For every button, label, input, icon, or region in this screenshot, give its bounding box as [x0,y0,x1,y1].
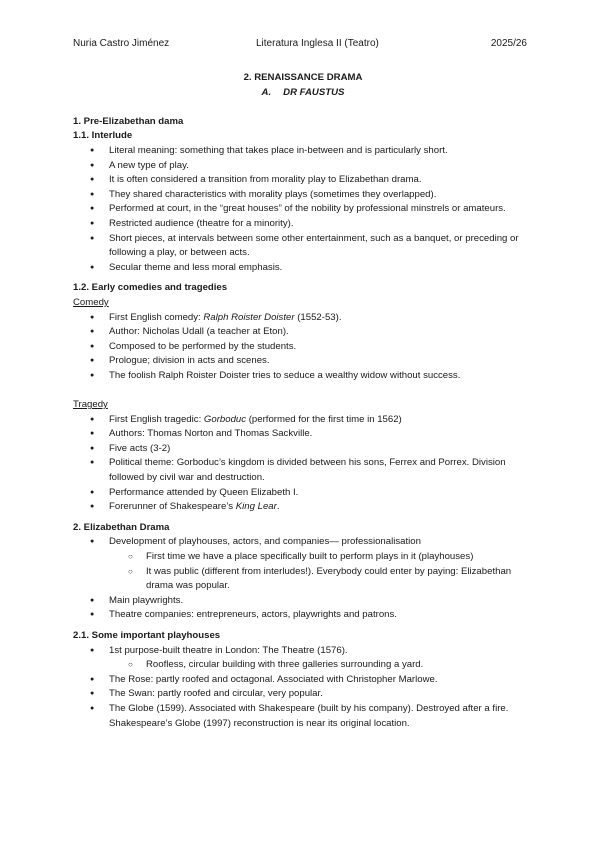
sub-list-item: ○ It was public (different from interludes!). Everybody could enter by paying: Elizabethan drama was popular. [73,565,533,594]
list-item: ● The Rose: partly roofed and octagonal. Associated with Christopher Marlowe. [73,673,533,688]
list-item: ● First English tragedic: Gorboduc (performed for the first time in 1562) [73,413,533,428]
list-item: ● It is often considered a transition from morality play to Elizabethan drama. [73,173,533,188]
list-item: ● They shared characteristics with morality plays (sometimes they overlapped). [73,188,533,203]
document-body [73,71,533,731]
list-item: ● A new type of play. [73,159,533,174]
list-item: ● Main playwrights. [73,594,533,609]
list-item: ● Author: Nicholas Udall (a teacher at Eton). [73,325,533,340]
playhouses-list [73,644,533,732]
section-heading-elizabethan: 2. Elizabethan Drama [73,521,170,533]
list-item: ● Prologue; division in acts and scenes. [73,354,533,369]
elizabethan-list [73,535,533,623]
header-author: Nuria Castro Jiménez [73,38,170,49]
tragedy-label: Tragedy [73,399,108,411]
work-title: King Lear [235,501,277,513]
list-item: ● Restricted audience (theatre for a minority). [73,217,533,232]
list-item: ● Performed at court, in the “great houses” of the nobility by professional minstrels or amateurs. [73,202,533,217]
list-item: ● Performance attended by Queen Elizabeth I. [73,486,533,501]
list-item: ● The Swan: partly roofed and circular, very popular. [73,687,533,702]
list-item: ● The foolish Ralph Roister Doister tries to seduce a wealthy widow without success. [73,369,533,384]
comedy-label: Comedy [73,296,109,308]
list-item: ● Political theme: Gorboduc’s kingdom is divided between his sons, Ferrex and Porrex. Division followed by civil war and destruction. [73,456,533,485]
list-item: ● Authors: Thomas Norton and Thomas Sackville. [73,427,533,442]
sub-list-item: ○ First time we have a place specifically built to perform plays in it (playhouses) [73,550,533,565]
section-heading-pre-elizabethan: 1. Pre-Elizabethan dama [73,115,184,127]
list-item: ● The Globe (1599). Associated with Shakespeare (built by his company). Destroyed after a fire. Shakespeare’s Globe (1997) reconstruction is near its original location. [73,702,533,731]
list-item: ● Literal meaning: something that takes place in-between and is particularly short. [73,144,533,159]
subtitle-number: A. [261,86,272,98]
list-item: ● Secular theme and less moral emphasis. [73,261,533,276]
list-item: ● Five acts (3-2) [73,442,533,457]
list-item: ● Composed to be performed by the students. [73,340,533,355]
comedy-list [73,311,533,384]
sub-list-item: ○ Roofless, circular building with three galleries surrounding a yard. [73,658,533,673]
work-title: Gorboduc [203,413,247,425]
subsection-heading-playhouses: 2.1. Some important playhouses [73,629,221,641]
subtitle-text: DR FAUSTUS [283,86,345,98]
subsection-heading-interlude: 1.1. Interlude [73,130,133,142]
page-header [73,37,527,51]
list-item: ● Short pieces, at intervals between some other entertainment, such as a banquet, or preceding or following a play, or between acts. [73,232,533,261]
work-title: Ralph Roister Doister [203,311,295,323]
list-item: ● Theatre companies: entrepreneurs, actors, playwrights and patrons. [73,608,533,623]
subsection-heading-early-plays: 1.2. Early comedies and tragedies [73,282,228,294]
interlude-list [73,144,533,275]
list-item: ● Development of playhouses, actors, and companies— professionalisation [73,535,533,550]
header-year: 2025/26 [490,38,527,49]
document-title: 2. RENAISSANCE DRAMA [243,72,363,83]
header-course: Literatura Inglesa II (Teatro) [256,38,379,49]
list-item: ● First English comedy: Ralph Roister Doister (1552-53). [73,311,533,326]
tragedy-list [73,413,533,515]
list-item: ● 1st purpose-built theatre in London: The Theatre (1576). [73,644,533,659]
document-subtitle [73,86,533,101]
list-item: ● Forerunner of Shakespeare’s King Lear. [73,500,533,515]
